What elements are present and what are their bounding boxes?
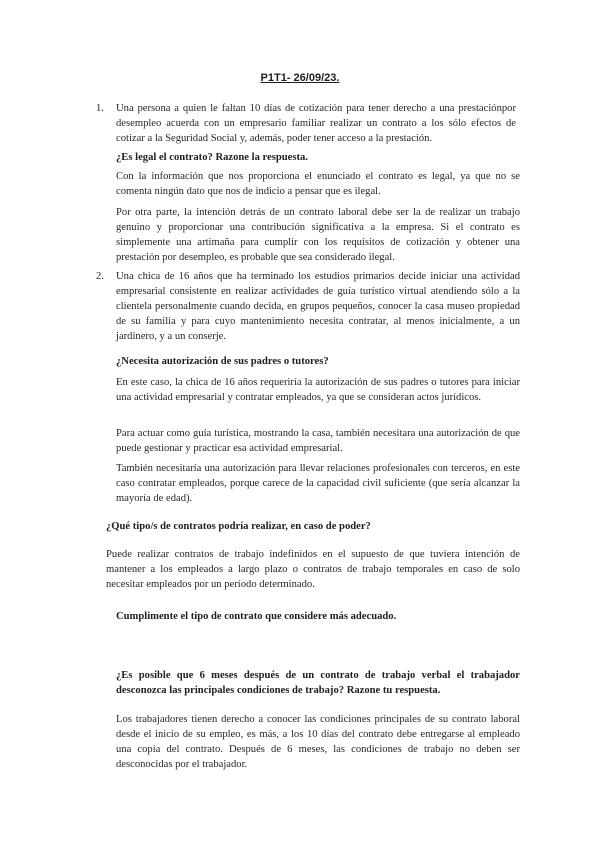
q1-statement [116,101,516,146]
q1-answer-2: Por otra parte, la intención detrás de un contrato laboral debe ser la de realizar un trabajo genuino y proporcionar una contribución significativa a la empresa. Si el contrato es simplemente una artimaña para cumplir con los requisitos de cotización y obtener una prestación por desempleo, es probable que sea considerado ilegal. [116,207,520,263]
document-title: P1T1- 26/09/23. [260,72,340,84]
q1-answer-1: Con la información que nos proporciona el enunciado el contrato es legal, ya que no se comenta ningún dato que nos de indicio a pensar que es ilegal. [116,171,520,197]
q2-question: ¿Necesita autorización de sus padres o tutores? [116,356,329,367]
q3-question: ¿Qué tipo/s de contratos podría realizar, en caso de poder? [106,521,371,532]
q1-statement-text: Una persona a quien le faltan 10 días de cotización para tener derecho a una prestaciónpor desempleo acuerda con un empresario familiar realizar un contrato a los sólo efectos de cotizar a la Seguridad Social y, además, poder tener acceso a la prestación. [116,103,516,144]
q4-question: Cumplimente el tipo de contrato que considere más adecuado. [116,611,397,622]
q5-answer: Los trabajadores tienen derecho a conocer las condiciones principales de su contrato laboral desde el inicio de su empleo, es más, a los 10 días del contrato debe entregarse al empleado una copia del contrato. Después de 6 meses, las condiciones de trabajo no deben ser desconocidas por el trabajador. [116,714,520,770]
q2-answer-1: En este caso, la chica de 16 años requeriría la autorización de sus padres o tutores para iniciar una actividad empresarial y contratar empleados, ya que se consideran actos jurídicos. [116,377,520,403]
q1-question: ¿Es legal el contrato? Razone la respuesta. [116,152,308,163]
q2-answer-2: Para actuar como guía turística, mostrando la casa, también necesitara una autorización de que puede gestionar y practicar esa actividad empresarial. [116,428,520,454]
item-number-1: 1. [96,103,104,114]
q3-answer: Puede realizar contratos de trabajo indefinidos en el supuesto de que tuviera intención de mantener a los empleados a largo plazo o contratos de trabajo temporales en caso de solo necesitar empleados por un período determinado. [106,549,520,590]
q2-answer-3: También necesitaría una autorización para llevar relaciones profesionales con terceros, en este caso contratar empleados, porque carece de la capacidad civil suficiente (que sería alcanzar la mayoría de edad). [116,463,520,504]
q5-question: ¿Es posible que 6 meses después de un contrato de trabajo verbal el trabajador desconozca las principales condiciones de trabajo? Razone tu respuesta. [116,670,520,696]
q2-statement: Una chica de 16 años que ha terminado los estudios primarios decide iniciar una actividad empresarial consistente en realizar actividades de guía turístico virtual atendiendo sólo a la clientela personalmente cuando decida, en grupos pequeños, conocer la casa museo propiedad de su familia y para cuyo mantenimiento necesita contratar, al menos inicialmente, a un jardinero, y a un conserje. [116,271,520,342]
item-number-2: 2. [96,271,104,282]
